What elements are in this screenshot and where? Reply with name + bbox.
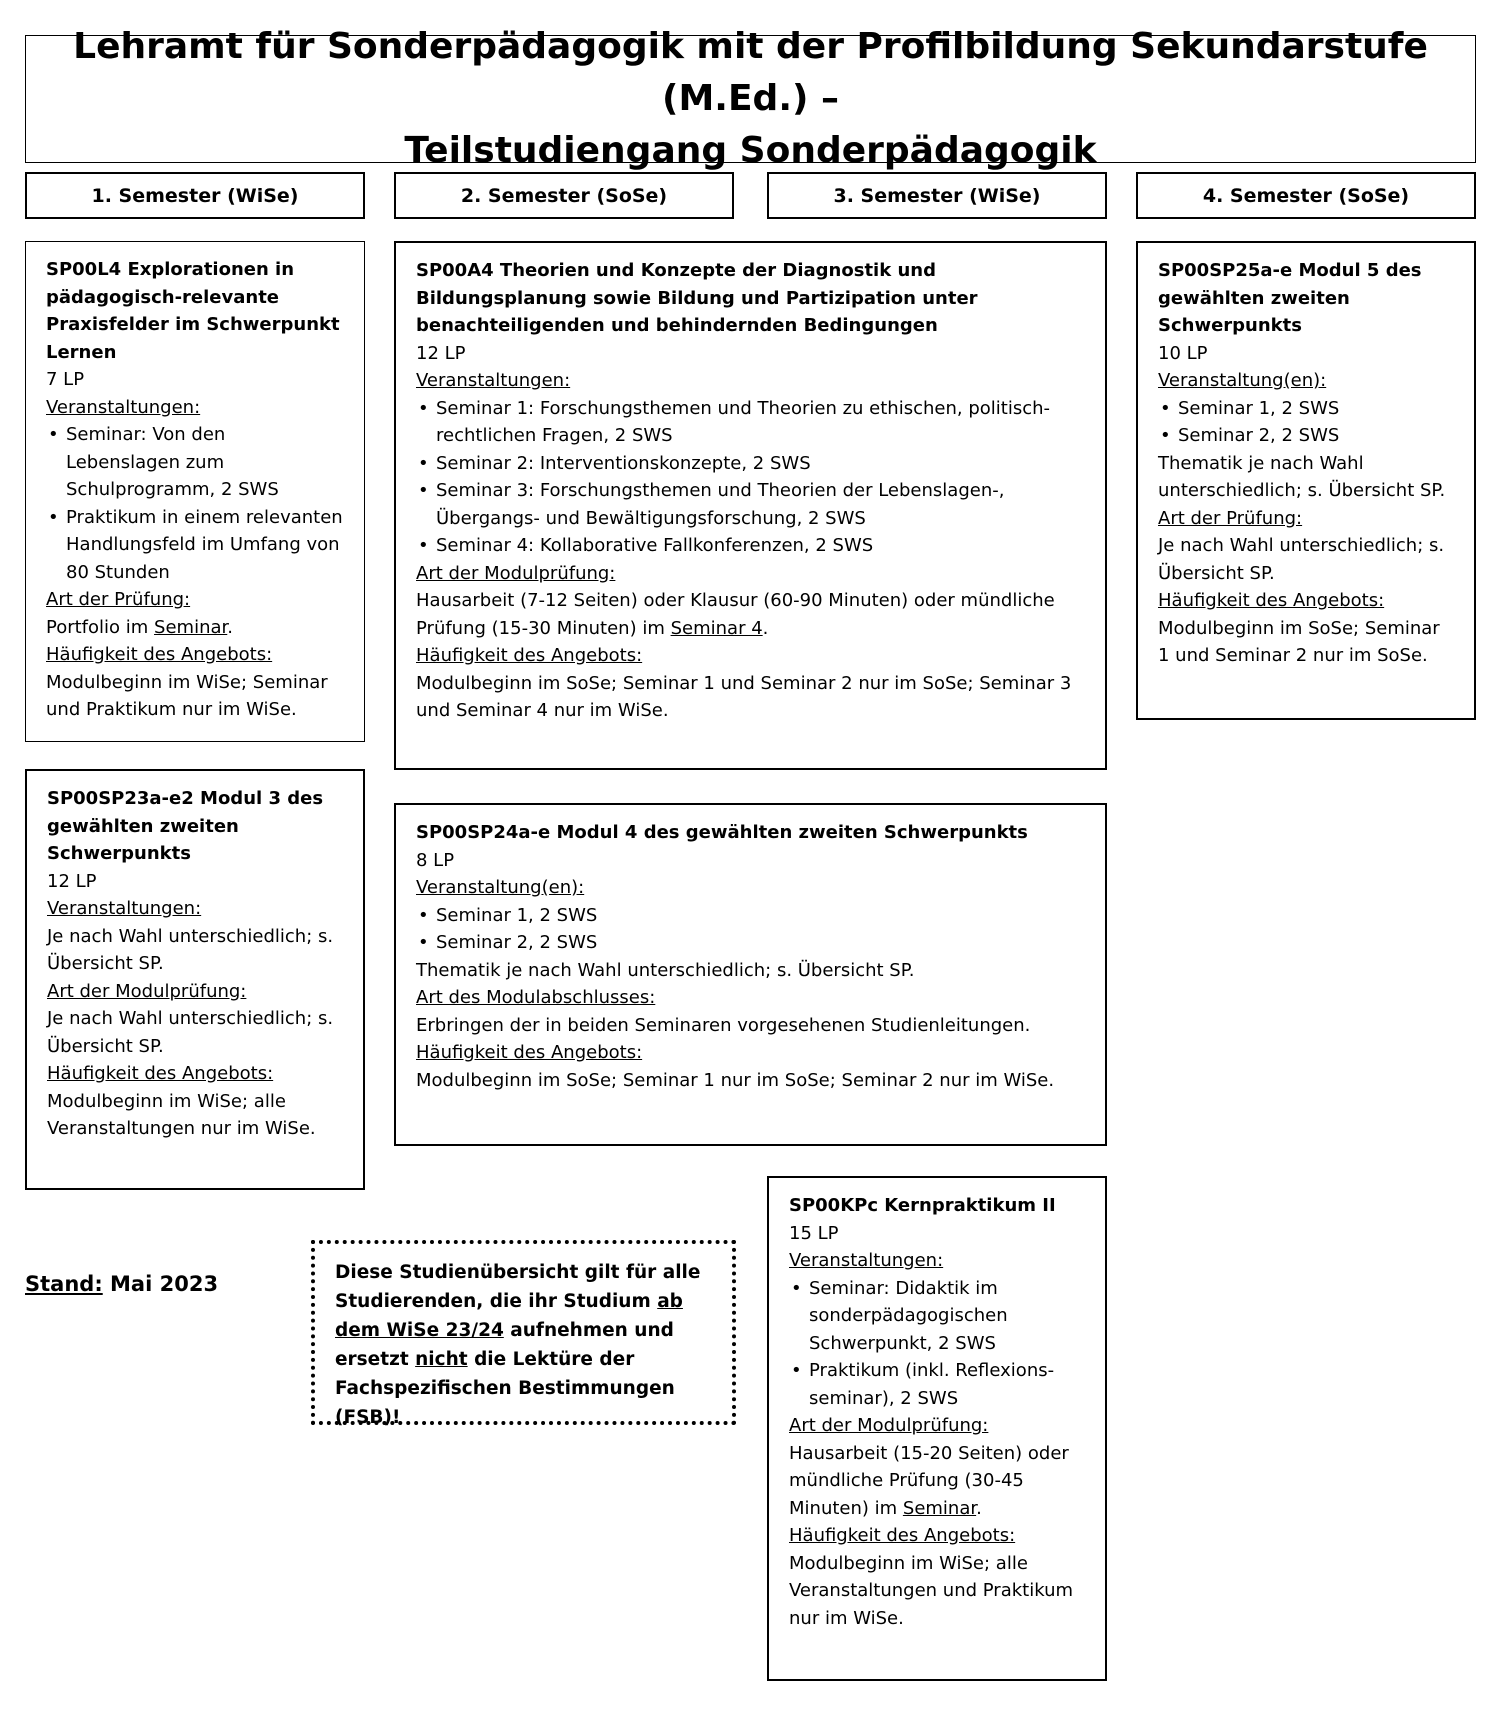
- exam-label: Art der Modulprüfung:: [47, 980, 247, 1002]
- module-sp00sp25: [1136, 241, 1476, 720]
- list-item: • Seminar 1: Forschungsthemen und Theorien zu ethischen, politisch-rechtlichen Fragen, 2 SWS: [416, 395, 1085, 450]
- list-item: • Praktikum (inkl. Reflexions-seminar), 2 SWS: [789, 1357, 1085, 1412]
- module-sp00sp24: [394, 803, 1107, 1146]
- exam-text: Hausarbeit (15-20 Seiten) oder mündliche Prüfung (30-45 Minuten) im Seminar.: [789, 1442, 1069, 1519]
- module-title: SP00KPc Kernpraktikum II: [789, 1195, 1056, 1216]
- list-item: • Seminar 2: Interventionskonzepte, 2 SWS: [416, 450, 1085, 478]
- module-lp: 12 LP: [416, 342, 466, 364]
- module-lp: 15 LP: [789, 1222, 839, 1244]
- module-title: SP00SP23a-e2 Modul 3 des gewählten zweiten Schwerpunkts: [47, 788, 324, 864]
- exam-label: Art der Modulprüfung:: [416, 562, 616, 584]
- frequency-label: Häufigkeit des Angebots:: [789, 1525, 1016, 1546]
- frequency-label: Häufigkeit des Angebots:: [1158, 590, 1385, 611]
- exam-text: Je nach Wahl unterschiedlich; s. Übersicht SP.: [1158, 535, 1445, 584]
- exam-text: Erbringen der in beiden Seminaren vorgesehenen Studienleitungen.: [416, 1014, 1031, 1036]
- frequency-text: Modulbeginn im SoSe; Seminar 1 und Seminar 2 nur im SoSe.: [1158, 617, 1440, 666]
- frequency-text: Modulbeginn im WiSe; alle Veranstaltungen nur im WiSe.: [47, 1090, 316, 1139]
- frequency-text: Modulbeginn im WiSe; Seminar und Praktikum nur im WiSe.: [46, 671, 328, 720]
- module-lp: 8 LP: [416, 849, 455, 871]
- events-list: [1158, 395, 1454, 450]
- list-item: • Seminar 2, 2 SWS: [1158, 422, 1454, 450]
- module-lp: 10 LP: [1158, 342, 1208, 364]
- exam-label: Art der Modulprüfung:: [789, 1415, 989, 1436]
- events-list: [416, 395, 1085, 560]
- list-item: • Seminar 1, 2 SWS: [416, 902, 1085, 930]
- frequency-label: Häufigkeit des Angebots:: [416, 1042, 643, 1063]
- events-list: [46, 421, 344, 586]
- events-label: Veranstaltung(en):: [416, 877, 585, 898]
- events-text: Thematik je nach Wahl unterschiedlich; s. Übersicht SP.: [416, 959, 915, 981]
- page-title: Lehramt für Sonderpädagogik mit der Profilbildung Sekundarstufe (M.Ed.) – Teilstudiengang Sonderpädagogik: [73, 26, 1428, 171]
- list-item: • Seminar 1, 2 SWS: [1158, 395, 1454, 423]
- exam-text: Portfolio im Seminar.: [46, 616, 233, 638]
- frequency-label: Häufigkeit des Angebots:: [46, 644, 273, 665]
- list-item: • Praktikum in einem relevanten Handlungsfeld im Umfang von 80 Stunden: [46, 504, 344, 587]
- module-title: SP00SP24a-e Modul 4 des gewählten zweiten Schwerpunkts: [416, 822, 1028, 843]
- frequency-text: Modulbeginn im SoSe; Seminar 1 nur im SoSe; Seminar 2 nur im WiSe.: [416, 1069, 1055, 1091]
- list-item: • Seminar 4: Kollaborative Fallkonferenzen, 2 SWS: [416, 532, 1085, 560]
- list-item: • Seminar: Von den Lebenslagen zum Schulprogramm, 2 SWS: [46, 421, 344, 504]
- events-label: Veranstaltung(en):: [1158, 370, 1327, 391]
- events-label: Veranstaltungen:: [47, 898, 202, 919]
- exam-label: Art des Modulabschlusses:: [416, 987, 656, 1008]
- events-text: Je nach Wahl unterschiedlich; s. Übersicht SP.: [47, 925, 334, 974]
- module-lp: 7 LP: [46, 369, 85, 390]
- events-label: Veranstaltungen:: [416, 370, 571, 391]
- events-text: Thematik je nach Wahl unterschiedlich; s. Übersicht SP.: [1158, 452, 1446, 501]
- module-lp: 12 LP: [47, 870, 97, 892]
- module-title: SP00SP25a-e Modul 5 des gewählten zweiten Schwerpunkts: [1158, 260, 1422, 336]
- exam-text: Je nach Wahl unterschiedlich; s. Übersicht SP.: [47, 1008, 334, 1057]
- frequency-text: Modulbeginn im SoSe; Seminar 1 und Seminar 2 nur im SoSe; Seminar 3 und Seminar 4 nur im WiSe.: [416, 672, 1072, 721]
- frequency-text: Modulbeginn im WiSe; alle Veranstaltungen und Praktikum nur im WiSe.: [789, 1552, 1074, 1629]
- stand-date: Stand: Mai 2023: [25, 1272, 219, 1296]
- events-label: Veranstaltungen:: [46, 396, 201, 418]
- exam-text: Hausarbeit (7-12 Seiten) oder Klausur (60-90 Minuten) oder mündliche Prüfung (15-30 Minuten) im Seminar 4.: [416, 590, 1055, 639]
- module-title: SP00A4 Theorien und Konzepte der Diagnostik und Bildungsplanung sowie Bildung und Partizipation unter benachteiligenden und behindernden Bedingungen: [416, 260, 978, 336]
- module-sp00a4: [394, 241, 1107, 770]
- module-title: SP00L4 Explorationen in pädagogisch-relevante Praxisfelder im Schwerpunkt Lernen: [46, 259, 340, 363]
- exam-label: Art der Prüfung:: [1158, 507, 1303, 529]
- module-sp00l4: [25, 241, 365, 742]
- module-sp00sp23: [25, 769, 365, 1190]
- semester-3-header: 3. Semester (WiSe): [767, 172, 1107, 219]
- events-list: [789, 1275, 1085, 1413]
- module-sp00kpc: [767, 1176, 1107, 1681]
- semester-2-header: 2. Semester (SoSe): [394, 172, 734, 219]
- frequency-label: Häufigkeit des Angebots:: [416, 645, 643, 666]
- list-item: • Seminar 2, 2 SWS: [416, 929, 1085, 957]
- semester-1-header: 1. Semester (WiSe): [25, 172, 365, 219]
- list-item: • Seminar: Didaktik im sonderpädagogischen Schwerpunkt, 2 SWS: [789, 1275, 1085, 1358]
- exam-label: Art der Prüfung:: [46, 589, 191, 610]
- page-title-box: [25, 26, 1476, 171]
- notice-box: Diese Studienübersicht gilt für alle Studierenden, die ihr Studium ab dem WiSe 23/24 aufnehmen und ersetzt nicht die Lektüre der Fachspezifischen Bestimmungen (FSB)!: [311, 1240, 736, 1425]
- semester-4-header: 4. Semester (SoSe): [1136, 172, 1476, 219]
- list-item: • Seminar 3: Forschungsthemen und Theorien der Lebenslagen-, Übergangs- und Bewältigungsforschung, 2 SWS: [416, 477, 1085, 532]
- events-list: [416, 902, 1085, 957]
- frequency-label: Häufigkeit des Angebots:: [47, 1063, 274, 1084]
- events-label: Veranstaltungen:: [789, 1250, 944, 1271]
